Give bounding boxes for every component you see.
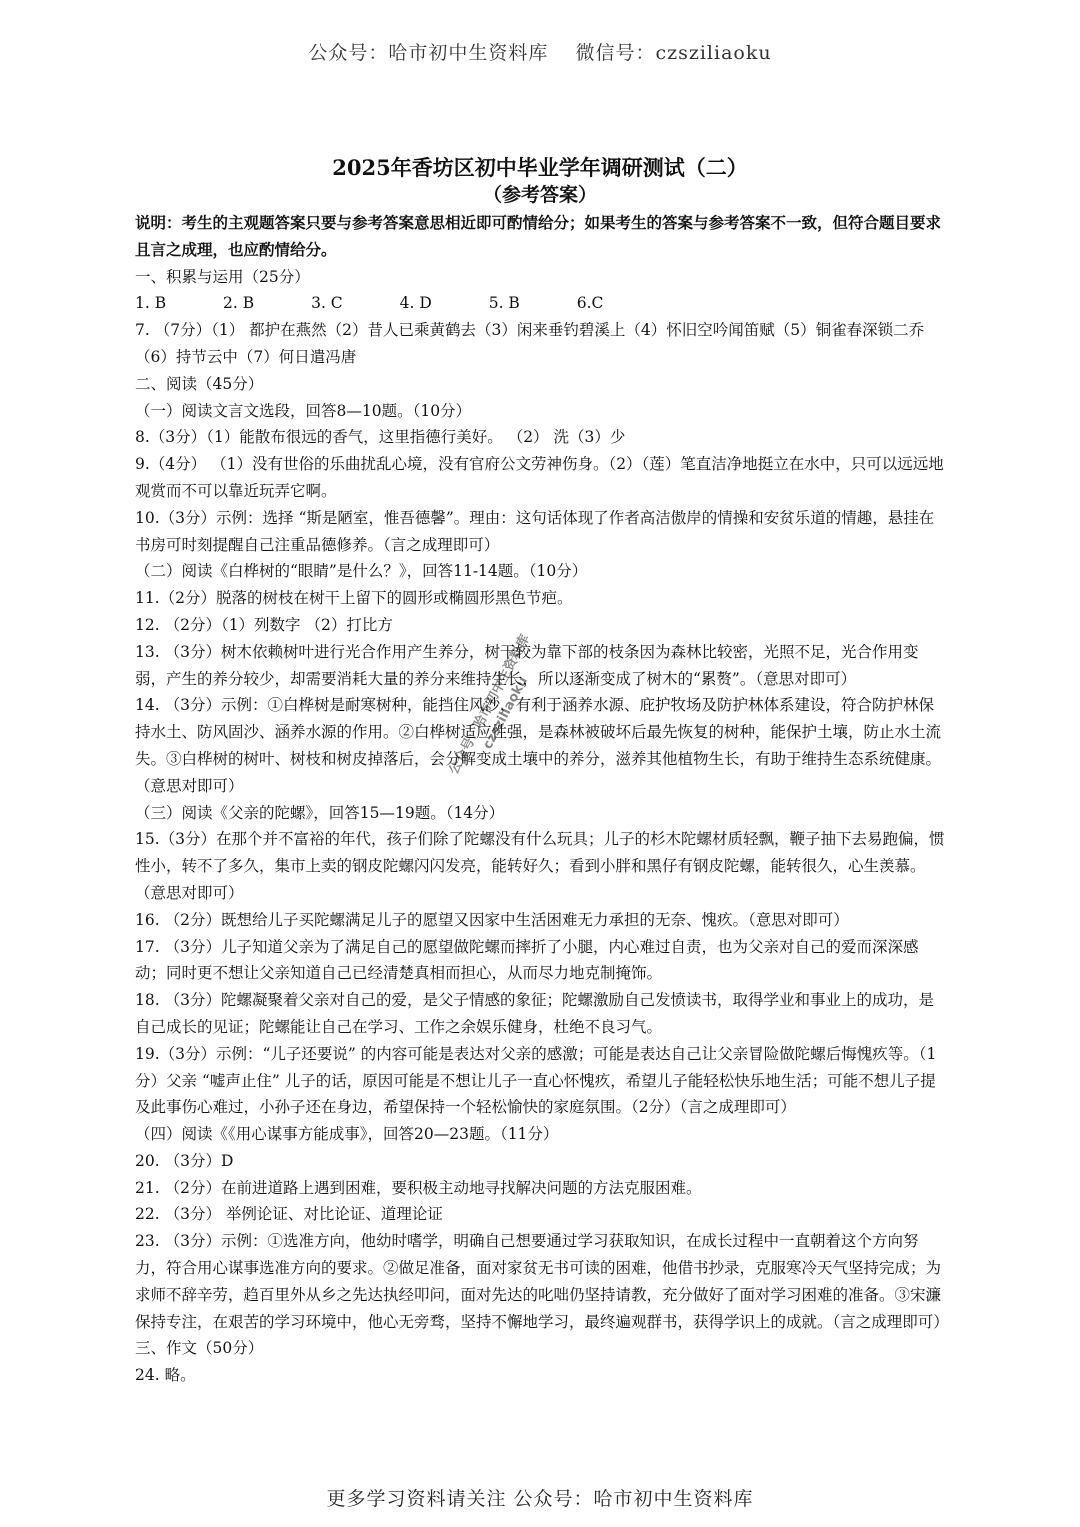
mc-answer: 1. B — [135, 294, 167, 313]
answer-q8: 8.（3分）（1）能散布很远的香气，这里指德行美好。 （2） 洗（3）少 — [135, 428, 626, 447]
mc-answer: 5. B — [488, 294, 520, 313]
answer-q10: 10.（3分）示例：选择 “斯是陋室，惟吾德馨”。理由：这句话体现了作者高洁傲岸的情操和安贫乐道的情趣，悬挂在书房可时刻提醒自己注重品德修养。（言之成理即可） — [135, 508, 935, 554]
page-footer: 更多学习资料请关注 公众号：哈市初中生资料库 — [326, 1488, 754, 1510]
mc-answer: 2. B — [223, 294, 255, 313]
mc-answer: 3. C — [311, 294, 343, 313]
reading-part-2: （二）阅读《白桦树的“眼睛”是什么？》，回答11-14题。（10分） — [135, 562, 588, 581]
reading-part-3: （三）阅读《父亲的陀螺》，回答15—19题。（14分） — [135, 803, 505, 822]
section-heading-3: 三、作文（50分） — [135, 1339, 264, 1358]
mc-answer: 6.C — [576, 294, 604, 313]
section-heading-2: 二、阅读（45分） — [135, 374, 264, 393]
document-title: 2025年香坊区初中毕业学年调研测试（二） — [332, 155, 748, 180]
answer-q11: 11.（2分）脱落的树枝在树干上留下的圆形或椭圆形黑色节疤。 — [135, 589, 573, 608]
answer-content — [135, 210, 947, 1389]
reading-part-4: （四）阅读《《用心谋事方能成事》，回答20—23题。（11分） — [135, 1125, 559, 1144]
section-heading-1: 一、积累与运用（25分） — [135, 267, 310, 286]
header-account: 公众号：哈市初中生资料库 — [308, 42, 549, 64]
header-wechat: 微信号：czsziliaoku — [575, 42, 772, 64]
answer-q9: 9.（4分） （1）没有世俗的乐曲扰乱心境，没有官府公文劳神伤身。（2）（莲）笔直洁净地挺立在水中，只可以远远地观赏而不可以靠近玩弄它啊。 — [135, 455, 944, 500]
answer-q21: 21. （2分）在前进道路上遇到困难，要积极主动地寻找解决问题的方法克服困难。 — [135, 1178, 702, 1197]
answer-q13: 13. （3分）树木依赖树叶进行光合作用产生养分，树干较为靠下部的枝条因为森林比较密，光照不足，光合作用变弱，产生的养分较少，却需要消耗大量的养分来维持生长，所以逐渐变成了树木的“累赘”。（意思对即可） — [135, 642, 919, 688]
grading-note: 说明：考生的主观题答案只要与参考答案意思相近即可酌情给分；如果考生的答案与参考答案不一致，但符合题目要求且言之成理，也应酌情给分。 — [135, 213, 942, 259]
answer-q19: 19.（3分）示例：“儿子还要说” 的内容可能是表达对父亲的感激；可能是表达自己让父亲冒险做陀螺后悔愧疚等。（1分）父亲 “嘘声止住” 儿子的话，原因可能是不想让儿子一直心怀愧疚，希望儿子能轻松快乐地生活；可能不想儿子提及此事伤心难过，小孙子还在身边，希望保持一个轻松愉快的家庭氛围。（2分）（言之成理即可） — [135, 1044, 937, 1117]
answer-q12: 12. （2分）（1）列数字 （2）打比方 — [135, 615, 393, 634]
answer-q22: 22. （3分） 举例论证、对比论证、道理论证 — [135, 1205, 443, 1224]
answer-q23: 23. （3分）示例：①选准方向，他幼时嗜学，明确自己想要通过学习获取知识，在成长过程中一直朝着这个方向努力，符合用心谋事选准方向的要求。②做足准备，面对家贫无书可读的困难，他借书抄录，克服寒冷天气坚持完成；为求师不辞辛劳，趋百里外从乡之先达执经叩问，面对先达的叱咄仍坚持请教，充分做好了面对学习困难的准备。③宋濂保持专注，在艰苦的学习环境中，他心无旁骛，坚持不懈地学习，最终遍观群书，获得学识上的成就。（言之成理即可） — [135, 1232, 949, 1331]
answer-q18: 18. （3分）陀螺凝聚着父亲对自己的爱，是父子情感的象征；陀螺激励自己发愤读书，取得学业和事业上的成功，是自己成长的见证；陀螺能让自己在学习、工作之余娱乐健身，杜绝不良习气。 — [135, 991, 934, 1036]
multiple-choice-answers — [135, 290, 947, 317]
answer-q16: 16. （2分）既想给儿子买陀螺满足儿子的愿望又因家中生活困难无力承担的无奈、愧疚。（意思对即可） — [135, 910, 849, 929]
watermark-stamp: 公众号：哈市初中生资料库 czsziliaoku — [446, 632, 534, 778]
page-header — [0, 38, 1080, 65]
mc-answer: 4. D — [399, 294, 432, 313]
reading-part-1: （一）阅读文言文选段，回答8—10题。（10分） — [135, 401, 472, 420]
answer-q20: 20. （3分）D — [135, 1151, 234, 1170]
answer-q14: 14. （3分）示例：①白桦树是耐寒树种，能挡住风沙，有利于涵养水源、庇护牧场及防护林体系建设，符合防护林保持水土、防风固沙、涵养水源的作用。②白桦树适应性强，是森林被破坏后最先恢复的树种，能保护土壤，防止水土流失。③白桦树的树叶、树枝和树皮掉落后，会分解变成土壤中的养分，滋养其他植物生长，有助于维持生态系统健康。（意思对即可） — [135, 696, 942, 795]
document-subtitle: （参考答案） — [482, 184, 597, 206]
answer-q17: 17. （3分）儿子知道父亲为了满足自己的愿望做陀螺而摔折了小腿，内心难过自责，也为父亲对自己的爱而深深感动；同时更不想让父亲知道自己已经清楚真相而担心，从而尽力地克制掩饰。 — [135, 937, 919, 983]
answer-q15: 15.（3分）在那个并不富裕的年代，孩子们除了陀螺没有什么玩具；儿子的杉木陀螺材质轻飘，鞭子抽下去易跑偏，惯性小，转不了多久，集市上卖的钢皮陀螺闪闪发亮，能转好久；看到小胖和黑仔有钢皮陀螺，能转很久，心生羡慕。（意思对即可） — [135, 830, 945, 902]
answer-q24: 24. 略。 — [135, 1366, 196, 1385]
answer-q7: 7. （7分）（1） 都护在燕然（2）昔人已乘黄鹤去（3）闲来垂钓碧溪上（4）怀旧空吟闻笛赋（5）铜雀春深锁二乔（6）持节云中（7）何日遣冯唐 — [135, 321, 925, 366]
